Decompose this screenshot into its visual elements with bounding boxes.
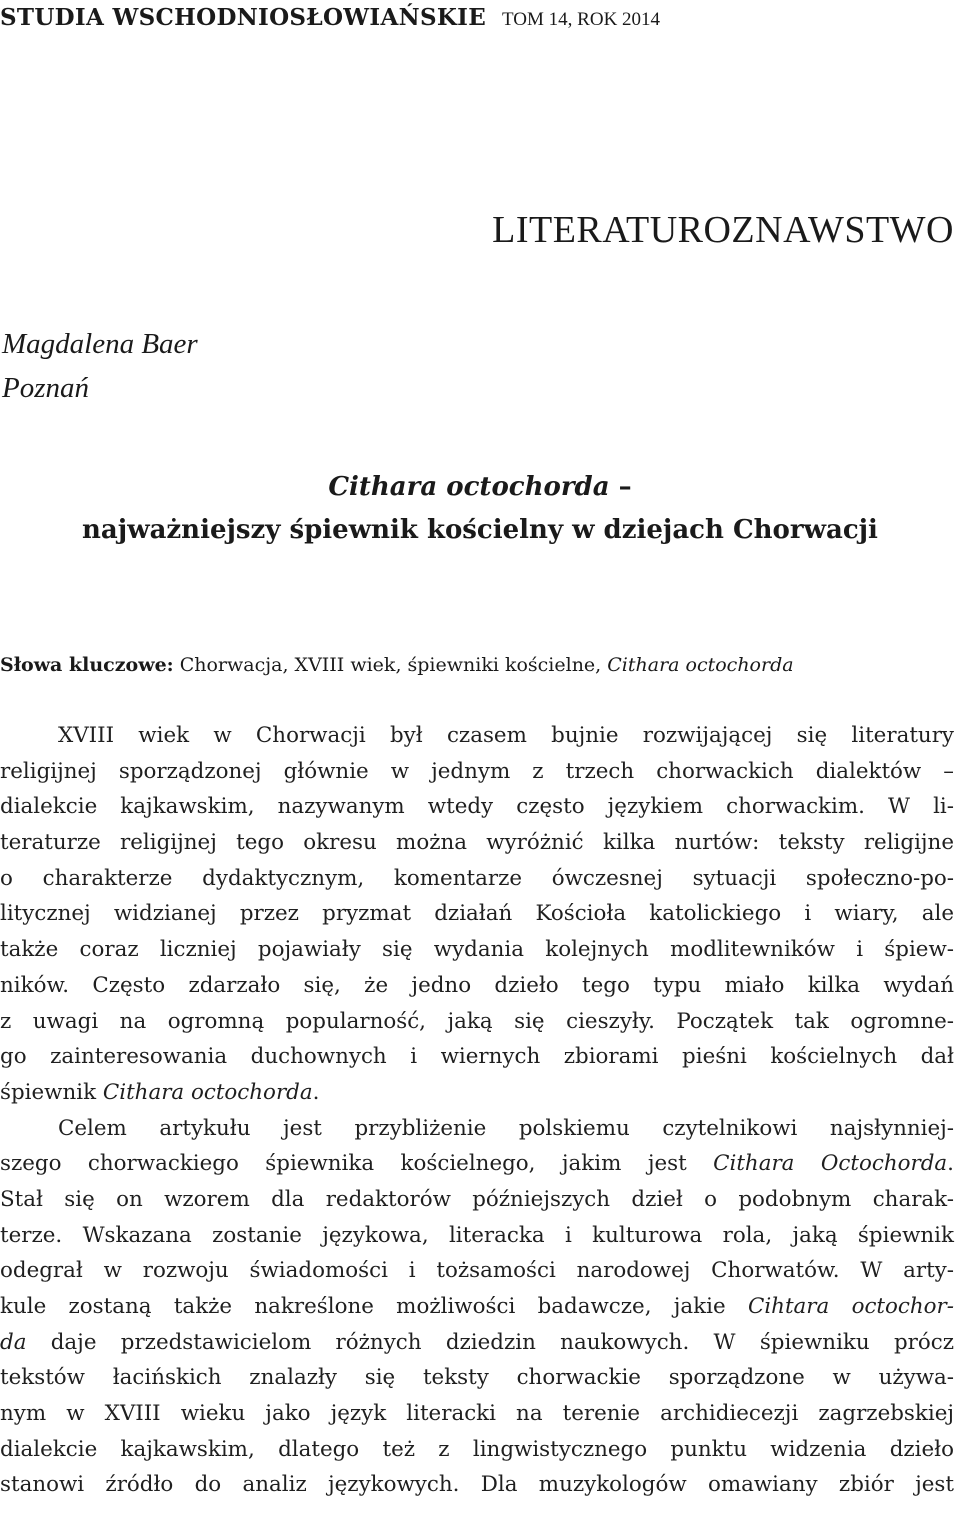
body-line: także coraz liczniej pojawiały się wydania kolejnych modlitewników i śpiew-: [0, 937, 954, 963]
paragraph-2: [0, 1111, 954, 1504]
article-title-line1: [0, 466, 960, 509]
body-line: [0, 1146, 954, 1182]
body-line: terze. Wskazana zostanie językowa, literacka i kulturowa rola, jaką śpiewnik: [0, 1222, 954, 1248]
body-line: o charakterze dydaktycznym, komentarze ówczesnej sytuacji społeczno-po-: [0, 865, 954, 891]
section-heading: LITERATUROZNAWSTWO: [492, 209, 954, 251]
body-text-fragment: szego chorwackiego śpiewnika kościelnego, jakim jest: [0, 1151, 714, 1177]
keywords: [0, 654, 955, 676]
body-line: dialekcie kajkawskim, nazywanym wtedy często językiem chorwackim. W li-: [0, 794, 954, 820]
article-body: [0, 718, 954, 1503]
body-line: tekstów łacińskich znalazły się teksty chorwackie sporządzone w używa-: [0, 1365, 954, 1391]
body-line: z uwagi na ogromną popularność, jaką się cieszyły. Początek tak ogromne-: [0, 1008, 954, 1034]
body-line: litycznej widzianej przez pryzmat działań Kościoła katolickiego i wiary, ale: [0, 901, 954, 927]
book-title-italic: da: [0, 1329, 27, 1355]
body-line: stanowi źródło do analiz językowych. Dla muzykologów omawiany zbiór jest: [0, 1472, 954, 1498]
body-line: [0, 1075, 954, 1111]
article-title-italic: Cithara octochorda: [328, 472, 610, 502]
keywords-list: Chorwacja, XVIII wiek, śpiewniki kościelne,: [173, 654, 608, 676]
body-text-fragment: kule zostaną także nakreślone możliwości badawcze, jakie: [0, 1294, 748, 1319]
body-line: Stał się on wzorem dla redaktorów późniejszych dzieł o podobnym charak-: [0, 1186, 954, 1212]
keywords-italic: Cithara octochorda: [607, 654, 794, 676]
body-line: [0, 1289, 954, 1325]
body-line: religijnej sporządzonej głównie w jednym z trzech chorwackich dialektów –: [0, 758, 954, 784]
book-title-italic: Cithara octochorda: [102, 1079, 313, 1105]
volume-info: TOM 14, ROK 2014: [502, 9, 661, 30]
body-line: nym w XVIII wieku jako język literacki na terenie archidiecezji zagrzebskiej: [0, 1401, 954, 1427]
article-title: [0, 466, 960, 552]
body-line: ników. Często zdarzało się, że jedno dzieło tego typu miało kilka wydań: [0, 972, 954, 998]
article-title-dash: –: [609, 472, 632, 502]
body-line: Celem artykułu jest przybliżenie polskiemu czytelnikowi najsłynniej-: [58, 1115, 954, 1141]
paragraph-1: [0, 718, 954, 1111]
author-name: Magdalena Baer: [2, 328, 198, 360]
book-title-italic: Cithara Octochorda: [713, 1151, 948, 1177]
body-line: go zainteresowania duchownych i wiernych zbiorami pieśni kościelnych dał: [0, 1044, 954, 1070]
body-line: odegrał w rozwoju świadomości i tożsamości narodowej Chorwatów. W arty-: [0, 1258, 954, 1284]
body-line: dialekcie kajkawskim, dlatego też z lingwistycznego punktu widzenia dzieło: [0, 1436, 954, 1462]
body-text-fragment: .: [312, 1079, 320, 1105]
author-city: Poznań: [2, 372, 89, 404]
keywords-label: Słowa kluczowe:: [0, 654, 174, 676]
body-text-fragment: .: [947, 1151, 954, 1177]
body-text-fragment: daje przedstawicielom różnych dziedzin naukowych. W śpiewniku prócz: [26, 1329, 954, 1355]
body-line: [0, 1325, 954, 1361]
journal-title: STUDIA WSCHODNIOSŁOWIAŃSKIE: [0, 4, 487, 31]
book-title-italic: Cihtara octochor-: [747, 1294, 954, 1319]
body-text-fragment: śpiewnik: [0, 1079, 103, 1105]
running-head: [0, 4, 940, 31]
author-block: [2, 322, 198, 410]
article-title-line2: najważniejszy śpiewnik kościelny w dziejach Chorwacji: [82, 515, 878, 545]
body-line: XVIII wiek w Chorwacji był czasem bujnie rozwijającej się literatury: [58, 723, 954, 748]
body-line: teraturze religijnej tego okresu można wyróżnić kilka nurtów: teksty religijne: [0, 830, 954, 856]
